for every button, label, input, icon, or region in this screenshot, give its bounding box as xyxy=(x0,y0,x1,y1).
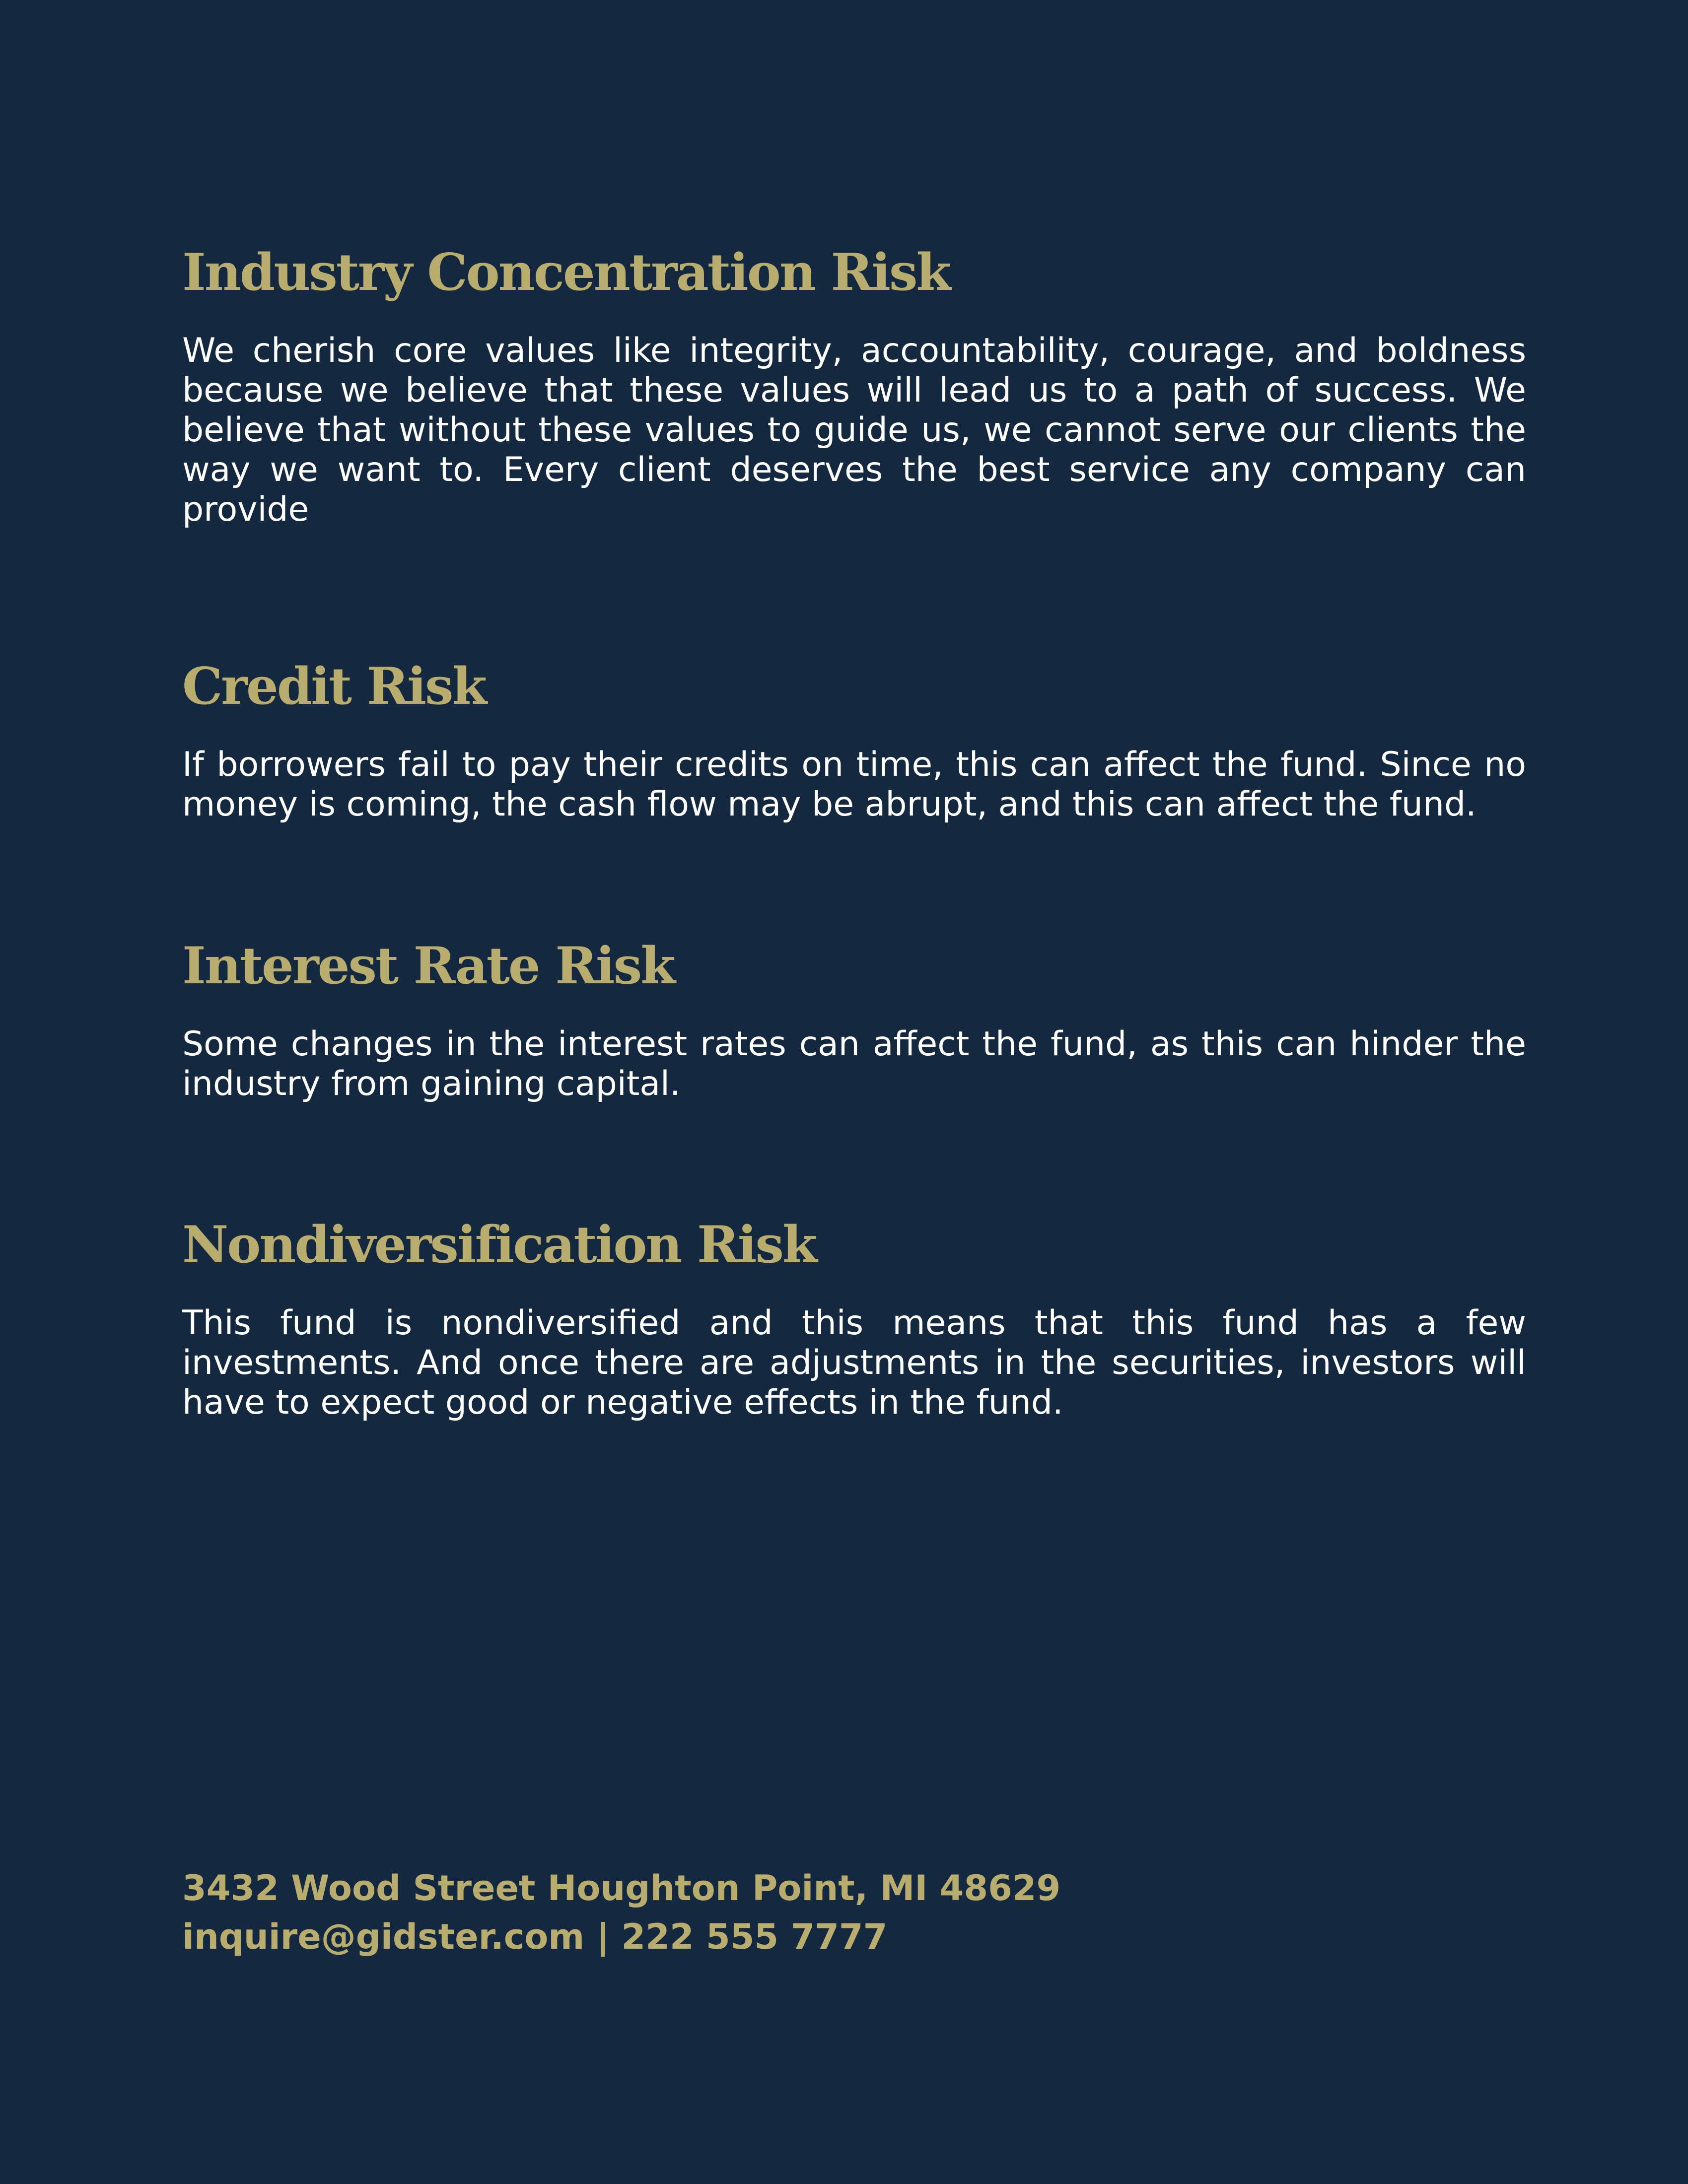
industry-concentration-risk-section xyxy=(182,242,1526,530)
interest-rate-risk-section xyxy=(182,936,1526,1104)
nondiversification-risk-section xyxy=(182,1215,1526,1423)
section-body: Some changes in the interest rates can affect the fund, as this can hinder the industry from gaining capital. xyxy=(182,1024,1526,1104)
footer-address: 3432 Wood Street Houghton Point, MI 48629 xyxy=(182,1868,1061,1909)
section-body: This fund is nondiversified and this means that this fund has a few investments. And once there are adjustments in the securities, investors will have to expect good or negative effects in the fund. xyxy=(182,1303,1526,1423)
section-body: If borrowers fail to pay their credits on time, this can affect the fund. Since no money is coming, the cash flow may be abrupt, and this can affect the fund. xyxy=(182,745,1526,824)
section-heading: Credit Risk xyxy=(182,657,486,716)
section-heading: Interest Rate Risk xyxy=(182,936,674,996)
contact-footer xyxy=(182,1864,1526,1961)
section-heading: Nondiversification Risk xyxy=(182,1215,816,1275)
section-body: We cherish core values like integrity, accountability, courage, and boldness because we believe that these values will lead us to a path of success. We believe that without these values to guide us, we cannot serve our clients the way we want to. Every client deserves the best service any company can provide xyxy=(182,331,1526,530)
credit-risk-section xyxy=(182,656,1526,824)
section-heading: Industry Concentration Risk xyxy=(182,243,950,302)
footer-contact: inquire@gidster.com | 222 555 7777 xyxy=(182,1916,888,1957)
